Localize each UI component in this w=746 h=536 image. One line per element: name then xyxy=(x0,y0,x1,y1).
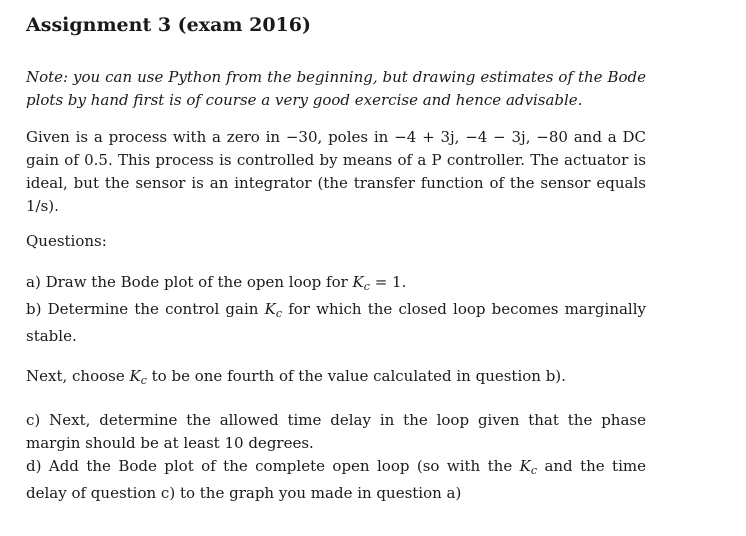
question-b-var: K xyxy=(264,300,276,318)
problem-description: Given is a process with a zero in −30, poles in −4 + 3j, −4 − 3j, −80 and a DC gain of 0.5. This process is controlled by means of a P controller. The actuator is ideal, but the sensor is an integrator (the transfer function of the sensor equals 1/s). xyxy=(26,128,646,215)
question-a-text: a) Draw the Bode plot of the open loop for xyxy=(26,273,353,291)
questions-heading: Questions: xyxy=(26,232,107,250)
next-instruction xyxy=(26,365,646,392)
next-text: Next, choose xyxy=(26,367,130,385)
question-a xyxy=(26,271,646,298)
question-d-sub: c xyxy=(530,464,538,477)
question-b xyxy=(26,298,646,348)
question-b-sub: c xyxy=(275,307,283,320)
next-var: K xyxy=(129,367,141,385)
question-c: c) Next, determine the allowed time delay in the loop given that the phase margin should be at least 10 degrees. xyxy=(26,411,646,452)
question-d-var: K xyxy=(519,457,531,475)
question-d-tail: and the time delay of question c) to the graph you made in question a) xyxy=(26,457,646,502)
assignment-title: Assignment 3 (exam 2016) xyxy=(26,14,311,36)
question-b-tail: for which the closed loop becomes marginally stable. xyxy=(26,300,646,345)
question-b-text: b) Determine the control gain xyxy=(26,300,265,318)
note-paragraph: Note: you can use Python from the beginning, but drawing estimates of the Bode plots by hand first is of course a very good exercise and hence advisable. xyxy=(26,68,646,109)
next-tail: to be one fourth of the value calculated in question b). xyxy=(146,367,566,385)
question-a-var: K xyxy=(352,273,364,291)
question-d-text: d) Add the Bode plot of the complete open loop (so with the xyxy=(26,457,520,475)
next-sub: c xyxy=(140,374,147,387)
question-a-sub: c xyxy=(363,280,370,293)
question-a-tail: = 1. xyxy=(369,273,407,291)
question-d xyxy=(26,455,646,505)
